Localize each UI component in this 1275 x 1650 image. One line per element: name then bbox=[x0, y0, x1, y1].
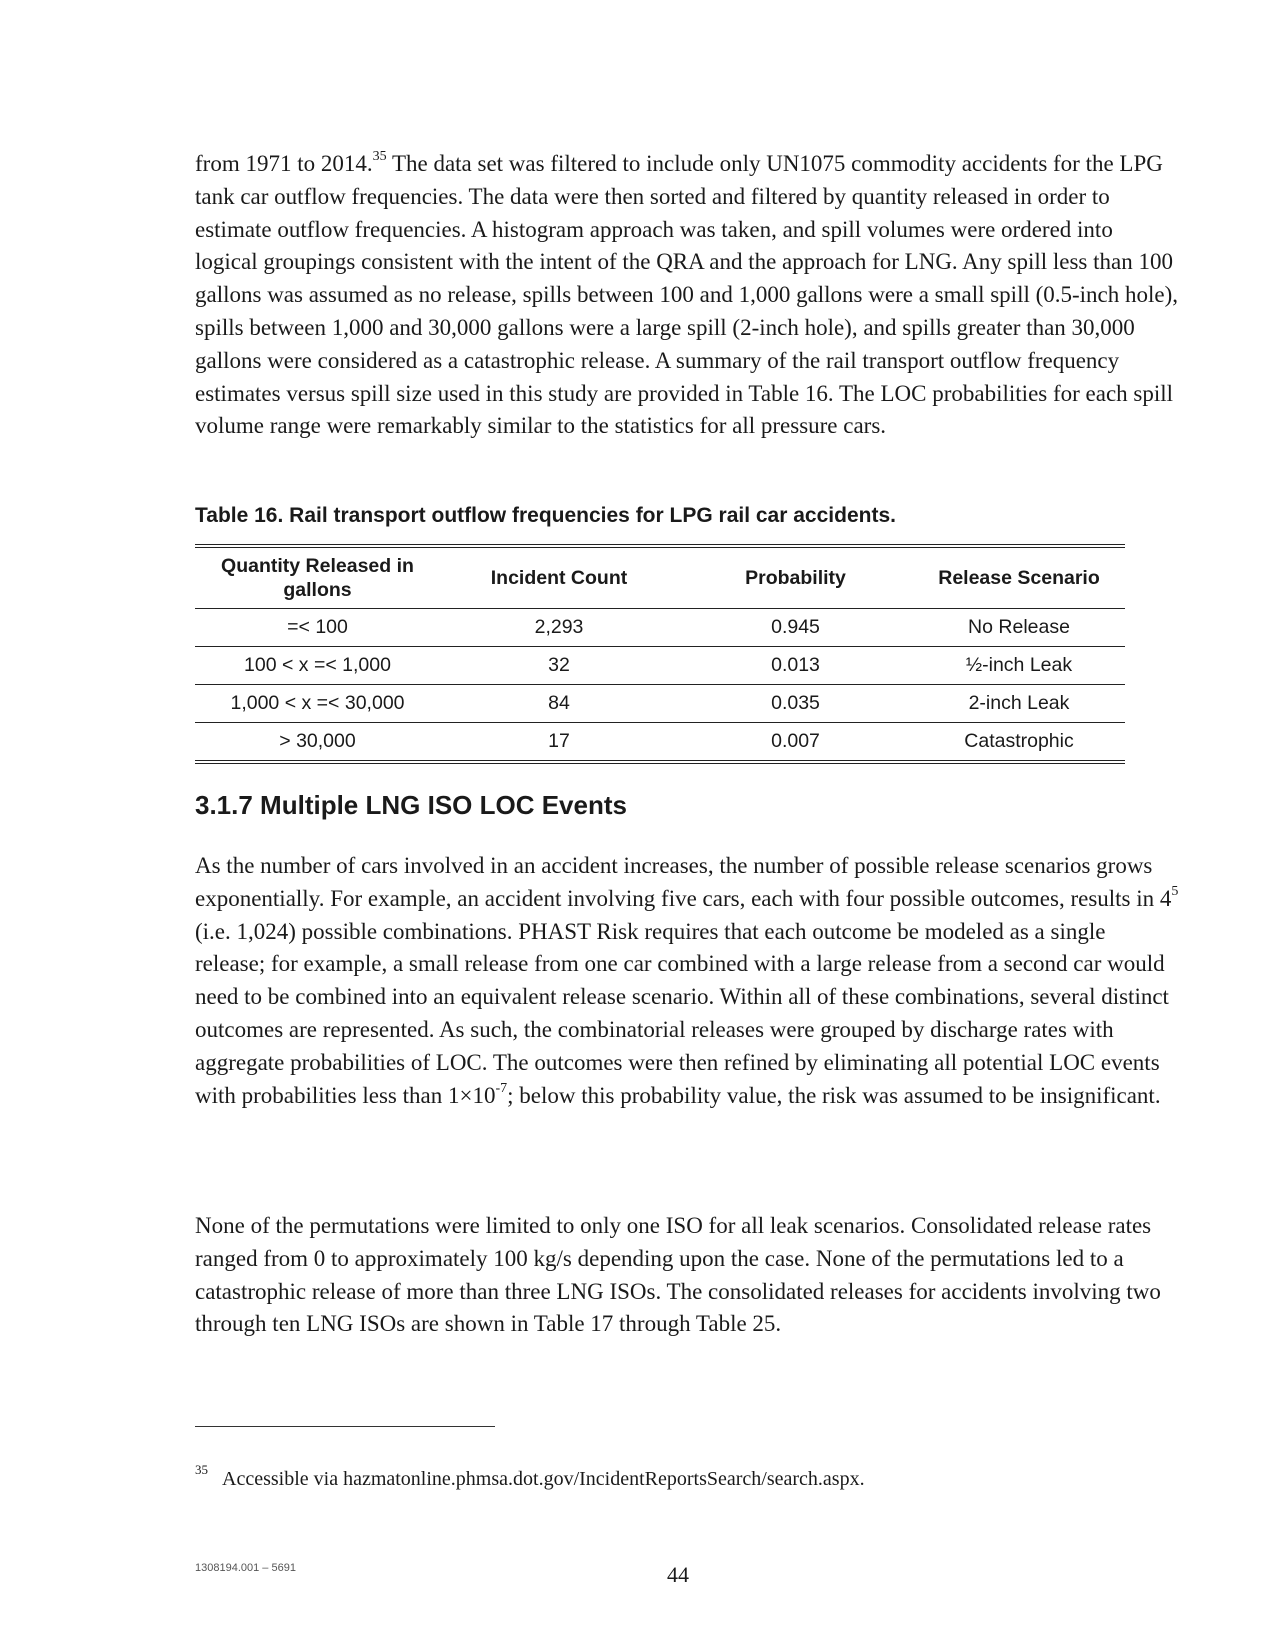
cell-probability: 0.007 bbox=[678, 723, 913, 763]
cell-release-scenario: ½-inch Leak bbox=[913, 647, 1125, 685]
cell-release-scenario: No Release bbox=[913, 609, 1125, 647]
paragraph-text: from 1971 to 2014. bbox=[195, 151, 373, 176]
footnote-divider bbox=[195, 1426, 495, 1427]
exponent: -7 bbox=[495, 1080, 508, 1096]
body-paragraph-multiple-loc bbox=[195, 850, 1180, 1112]
cell-incident-count: 17 bbox=[440, 723, 678, 763]
cell-quantity: =< 100 bbox=[195, 609, 440, 647]
table-row bbox=[195, 723, 1125, 763]
body-paragraph-permutations: None of the permutations were limited to only one ISO for all leak scenarios. Consolidated release rates ranged from 0 to approximately 100 kg/s depending upon the case. None of the permutations led to a catastrophic release of more than three LNG ISOs. The consolidated releases for accidents involving two through ten LNG ISOs are shown in Table 17 through Table 25. bbox=[195, 1213, 1161, 1337]
exponent: 5 bbox=[1171, 884, 1179, 900]
footnote-reference[interactable]: 35 bbox=[372, 149, 387, 165]
section-heading: 3.1.7 Multiple LNG ISO LOC Events bbox=[195, 790, 627, 820]
column-header-probability: Probability bbox=[745, 567, 846, 589]
cell-probability: 0.945 bbox=[678, 609, 913, 647]
cell-quantity: > 30,000 bbox=[195, 723, 440, 763]
table-row bbox=[195, 647, 1125, 685]
paragraph-text: (i.e. 1,024) possible combinations. PHAST Risk requires that each outcome be modeled as a single release; for example, a small release from one car combined with a large release from a second car would need to be combined into an equivalent release scenario. Within all of these combinations, several distinct outcomes are represented. As such, the combinatorial releases were grouped by discharge rates with aggregate probabilities of LOC. The outcomes were then refined by eliminating all potential LOC events with probabilities less than 1×10 bbox=[195, 918, 1169, 1108]
column-header-quantity: Quantity Released in gallons bbox=[221, 555, 414, 601]
outflow-frequency-table bbox=[195, 544, 1125, 764]
cell-quantity: 1,000 < x =< 30,000 bbox=[195, 685, 440, 723]
cell-incident-count: 2,293 bbox=[440, 609, 678, 647]
column-header-release-scenario: Release Scenario bbox=[938, 567, 1100, 589]
page-number: 44 bbox=[667, 1562, 689, 1587]
cell-incident-count: 32 bbox=[440, 647, 678, 685]
paragraph-text: As the number of cars involved in an accident increases, the number of possible release scenarios grows exponentially. For example, an accident involving five cars, each with four possible outcomes, results in 4 bbox=[195, 853, 1172, 911]
table-header-row bbox=[195, 546, 1125, 609]
paragraph-text: ; below this probability value, the risk was assumed to be insignificant. bbox=[507, 1082, 1161, 1108]
cell-probability: 0.013 bbox=[678, 647, 913, 685]
cell-quantity: 100 < x =< 1,000 bbox=[195, 647, 440, 685]
paragraph-text: The data set was filtered to include only UN1075 commodity accidents for the LPG tank car outflow frequencies. The data were then sorted and filtered by quantity released in order to estimate outflow frequencies. A histogram approach was taken, and spill volumes were ordered into logical groupings consistent with the intent of the QRA and the approach for LNG. Any spill less than 100 gallons was assumed as no release, spills between 100 and 1,000 gallons were a small spill (0.5-inch hole), spills between 1,000 and 30,000 gallons were a large spill (2-inch hole), and spills greater than 30,000 gallons were considered as a catastrophic release. A summary of the rail transport outflow frequency estimates versus spill size used in this study are provided in Table 16. The LOC probabilities for each spill volume range were remarkably similar to the statistics for all pressure cars. bbox=[195, 151, 1179, 439]
cell-probability: 0.035 bbox=[678, 685, 913, 723]
body-paragraph-outflow bbox=[195, 148, 1180, 443]
table-row bbox=[195, 609, 1125, 647]
cell-release-scenario: Catastrophic bbox=[913, 723, 1125, 763]
document-id: 1308194.001 – 5691 bbox=[195, 1562, 296, 1574]
cell-incident-count: 84 bbox=[440, 685, 678, 723]
cell-release-scenario: 2-inch Leak bbox=[913, 685, 1125, 723]
footnote bbox=[195, 1462, 865, 1491]
footnote-number: 35 bbox=[195, 1462, 208, 1478]
table-caption: Table 16. Rail transport outflow frequencies for LPG rail car accidents. bbox=[195, 504, 896, 527]
column-header-incident-count: Incident Count bbox=[490, 567, 628, 589]
footnote-text[interactable]: Accessible via hazmatonline.phmsa.dot.gov/IncidentReportsSearch/search.aspx. bbox=[222, 1468, 865, 1490]
table-row bbox=[195, 685, 1125, 723]
